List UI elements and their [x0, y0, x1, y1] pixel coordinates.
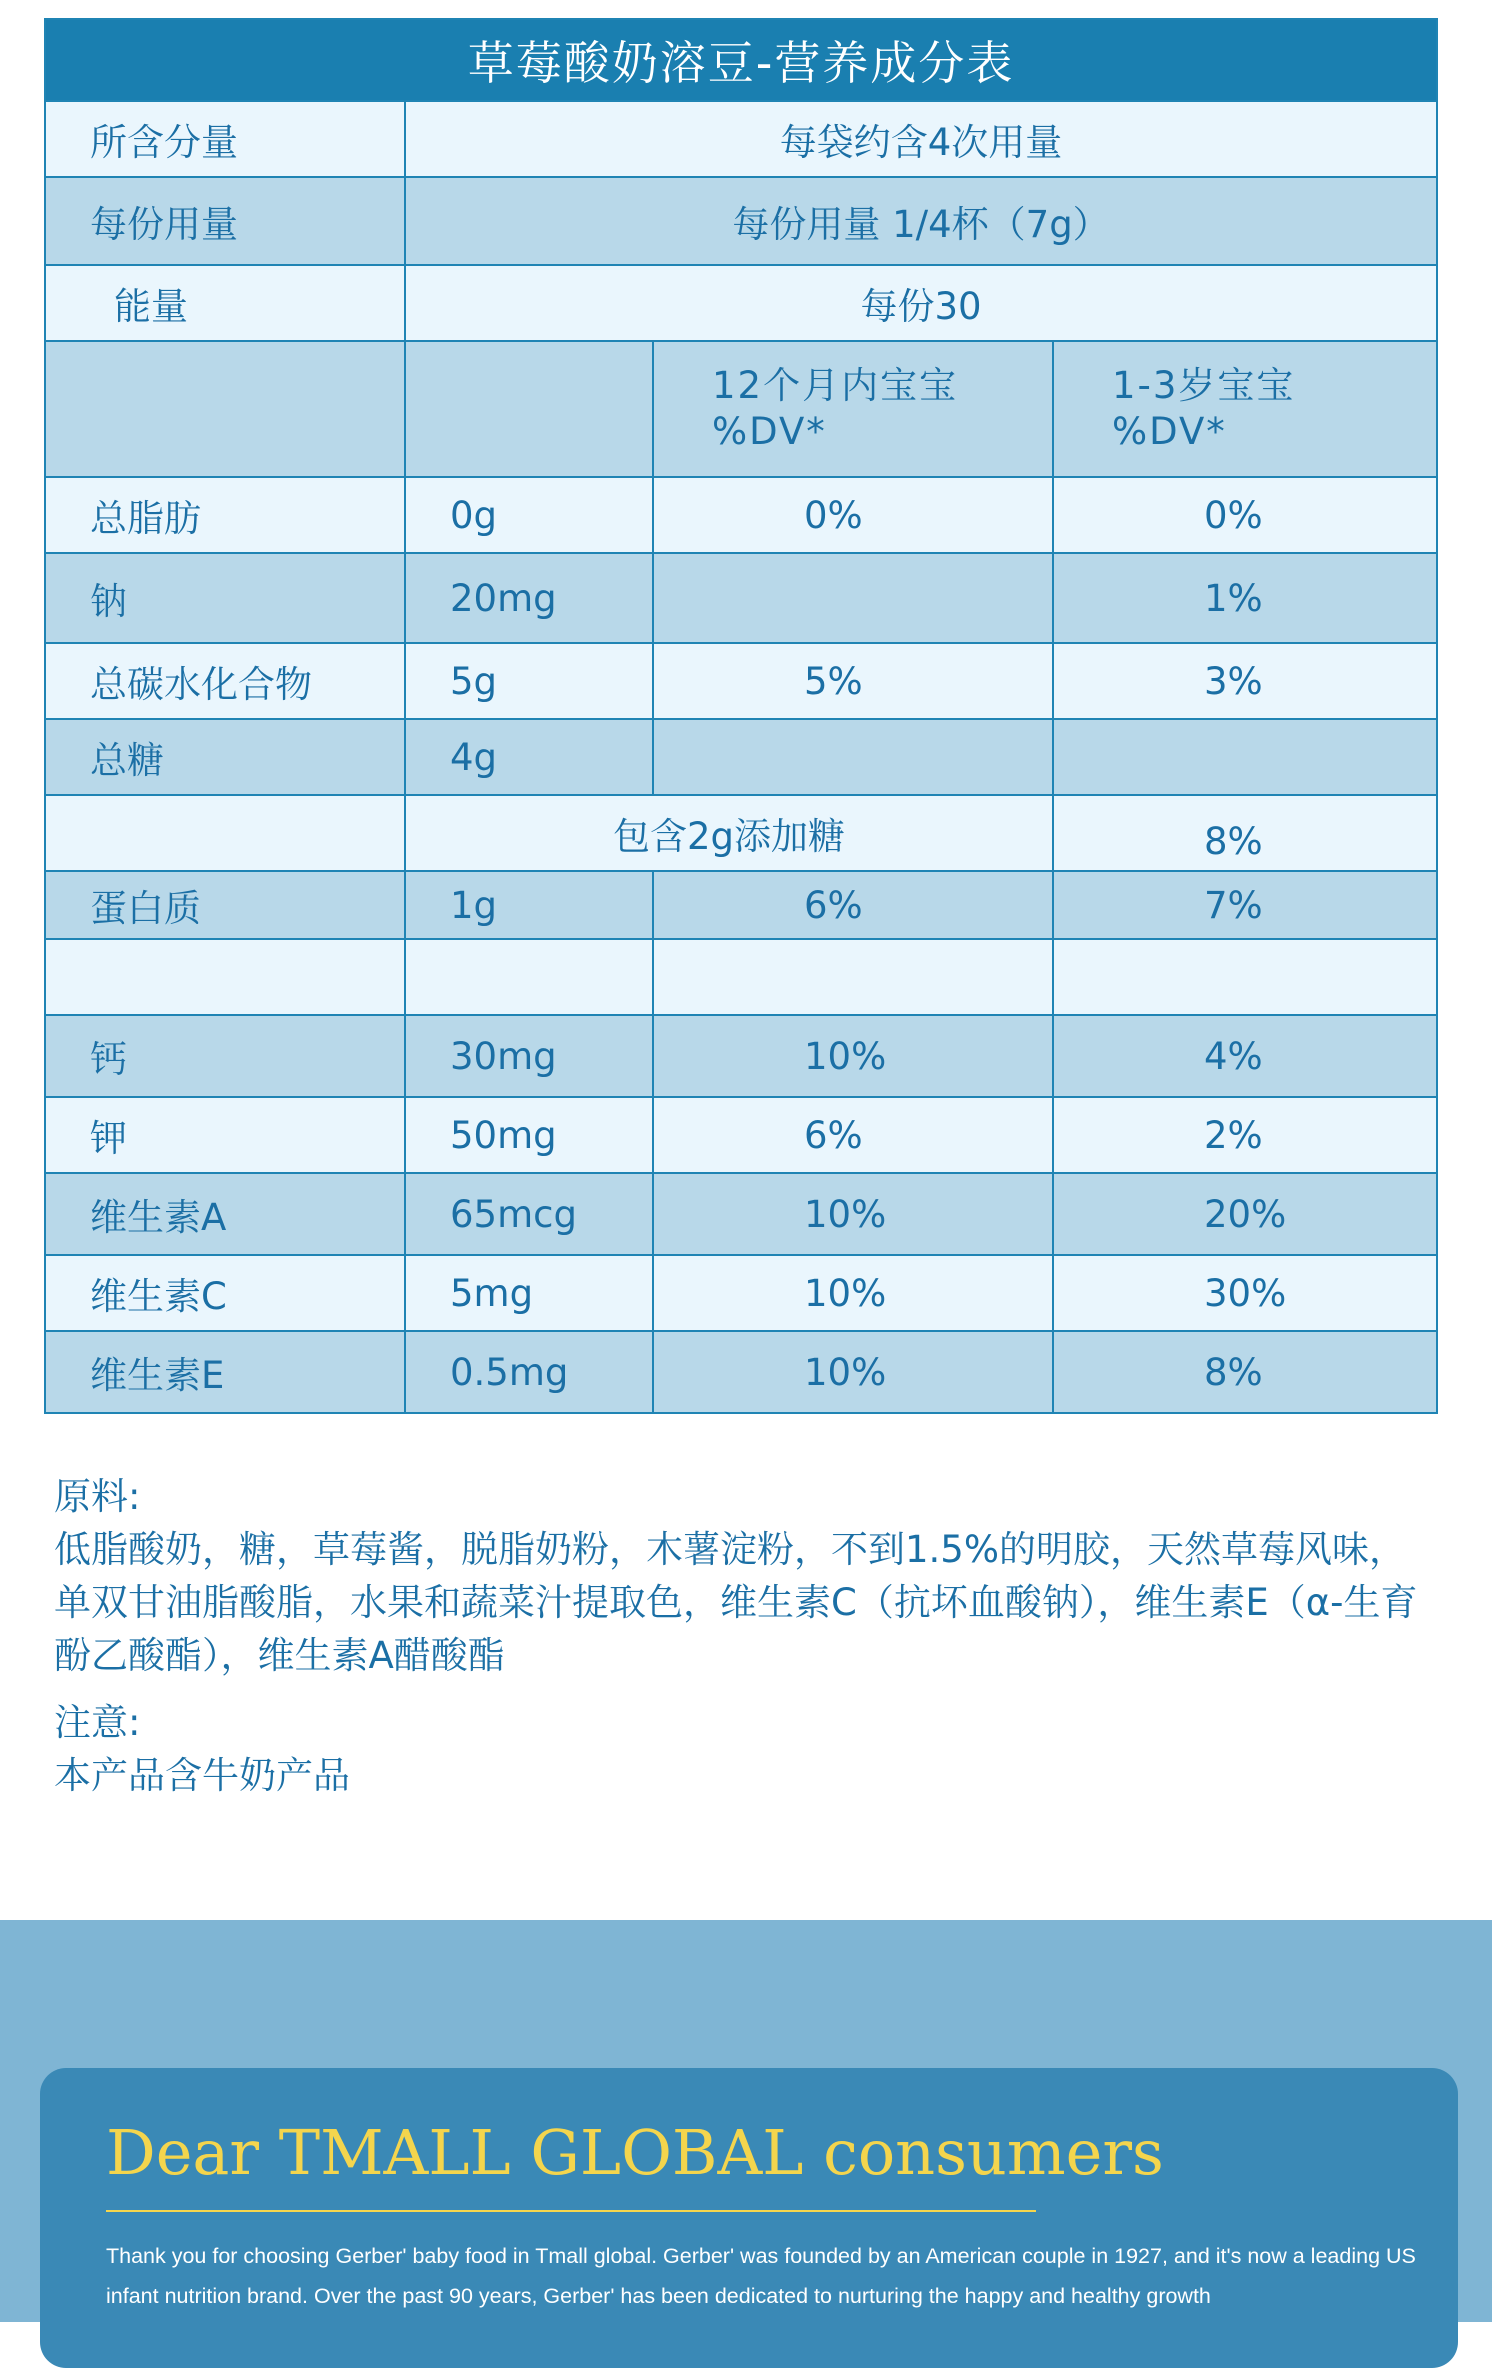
nutrient-amount: 5mg	[405, 1255, 653, 1331]
nutrient-amount: 5g	[405, 643, 653, 719]
caution-label: 注意:	[54, 1701, 141, 1744]
table-row	[45, 719, 1437, 795]
nutrient-amount: 20mg	[405, 553, 653, 643]
toddler-dv: 4%	[1053, 1015, 1437, 1097]
toddler-dv: 2%	[1053, 1097, 1437, 1173]
toddler-dv	[1053, 719, 1437, 795]
nutrient-name: 蛋白质	[45, 871, 405, 939]
nutrient-name: 总脂肪	[45, 477, 405, 553]
header-infant-dv: 12个月内宝宝 %DV*	[653, 341, 1053, 477]
nutrient-name: 维生素E	[45, 1331, 405, 1413]
banner-text: Thank you for choosing Gerber' baby food in Tmall global. Gerber' was founded by an American couple in 1927, and it's now a leading US infant nutrition brand. Over the past 90 years, Gerber' has been dedicated to nurturing the happy and healthy growth	[106, 2244, 1416, 2308]
nutrition-table	[44, 18, 1438, 1414]
infant-dv	[653, 719, 1053, 795]
header-blank-cell	[45, 341, 405, 477]
toddler-dv: 20%	[1053, 1173, 1437, 1255]
servings-value: 每袋约含4次用量	[405, 101, 1437, 177]
infant-dv: 0%	[653, 477, 1053, 553]
table-row	[45, 1255, 1437, 1331]
serving-size-label: 每份用量	[45, 177, 405, 265]
infant-dv: 10%	[653, 1173, 1053, 1255]
table-row	[45, 1173, 1437, 1255]
infant-dv: 10%	[653, 1331, 1053, 1413]
header-toddler-dv: 1-3岁宝宝 %DV*	[1053, 341, 1437, 477]
banner-title: Dear TMALL GLOBAL consumers	[106, 2116, 1164, 2189]
toddler-dv	[1053, 939, 1437, 1015]
nutrient-name: 维生素C	[45, 1255, 405, 1331]
toddler-dv: 30%	[1053, 1255, 1437, 1331]
infant-dv: 6%	[653, 871, 1053, 939]
caution-text: 本产品含牛奶产品	[54, 1754, 350, 1797]
consumer-banner	[0, 1920, 1492, 2322]
infant-dv: 6%	[653, 1097, 1053, 1173]
added-sugar-note: 包含2g添加糖	[405, 795, 1053, 871]
ingredients-label: 原料:	[54, 1475, 141, 1518]
toddler-dv: 8%	[1053, 1331, 1437, 1413]
serving-size-value: 每份用量 1/4杯（7g）	[405, 177, 1437, 265]
table-row	[45, 477, 1437, 553]
nutrient-amount	[405, 939, 653, 1015]
ingredients-text: 低脂酸奶，糖，草莓酱，脱脂奶粉，木薯淀粉，不到1.5%的明胶，天然草莓风味，单双甘油脂酸脂，水果和蔬菜汁提取色，维生素C（抗坏血酸钠），维生素E（α-生育酚乙酸酯），维生素A醋酸酯	[54, 1528, 1418, 1677]
toddler-dv: 7%	[1053, 871, 1437, 939]
energy-label: 能量	[45, 265, 405, 341]
toddler-dv: 3%	[1053, 643, 1437, 719]
nutrient-name: 总糖	[45, 719, 405, 795]
nutrient-amount: 30mg	[405, 1015, 653, 1097]
nutrient-name: 总碳水化合物	[45, 643, 405, 719]
table-row	[45, 939, 1437, 1015]
toddler-dv: 0%	[1053, 477, 1437, 553]
infant-dv	[653, 939, 1053, 1015]
header-blank-cell	[405, 341, 653, 477]
notes-section	[54, 1470, 1434, 1802]
table-row	[45, 795, 1437, 871]
nutrient-amount: 4g	[405, 719, 653, 795]
nutrient-name: 钾	[45, 1097, 405, 1173]
nutrient-amount: 0g	[405, 477, 653, 553]
infant-dv: 5%	[653, 643, 1053, 719]
table-title: 草莓酸奶溶豆-营养成分表	[45, 19, 1437, 101]
table-row	[45, 1331, 1437, 1413]
table-row	[45, 553, 1437, 643]
nutrient-name: 钙	[45, 1015, 405, 1097]
table-row	[45, 1097, 1437, 1173]
nutrient-name: 钠	[45, 553, 405, 643]
nutrient-name: 维生素A	[45, 1173, 405, 1255]
banner-card	[40, 2068, 1458, 2368]
infant-dv: 10%	[653, 1255, 1053, 1331]
toddler-dv: 8%	[1053, 795, 1437, 871]
table-row	[45, 1015, 1437, 1097]
nutrient-amount: 0.5mg	[405, 1331, 653, 1413]
table-row	[45, 643, 1437, 719]
energy-value: 每份30	[405, 265, 1437, 341]
servings-label: 所含分量	[45, 101, 405, 177]
banner-divider	[106, 2210, 1036, 2212]
nutrient-amount: 50mg	[405, 1097, 653, 1173]
toddler-dv: 1%	[1053, 553, 1437, 643]
nutrient-amount: 1g	[405, 871, 653, 939]
table-row	[45, 871, 1437, 939]
nutrient-name	[45, 795, 405, 871]
nutrient-name	[45, 939, 405, 1015]
infant-dv: 10%	[653, 1015, 1053, 1097]
infant-dv	[653, 553, 1053, 643]
nutrient-amount: 65mcg	[405, 1173, 653, 1255]
